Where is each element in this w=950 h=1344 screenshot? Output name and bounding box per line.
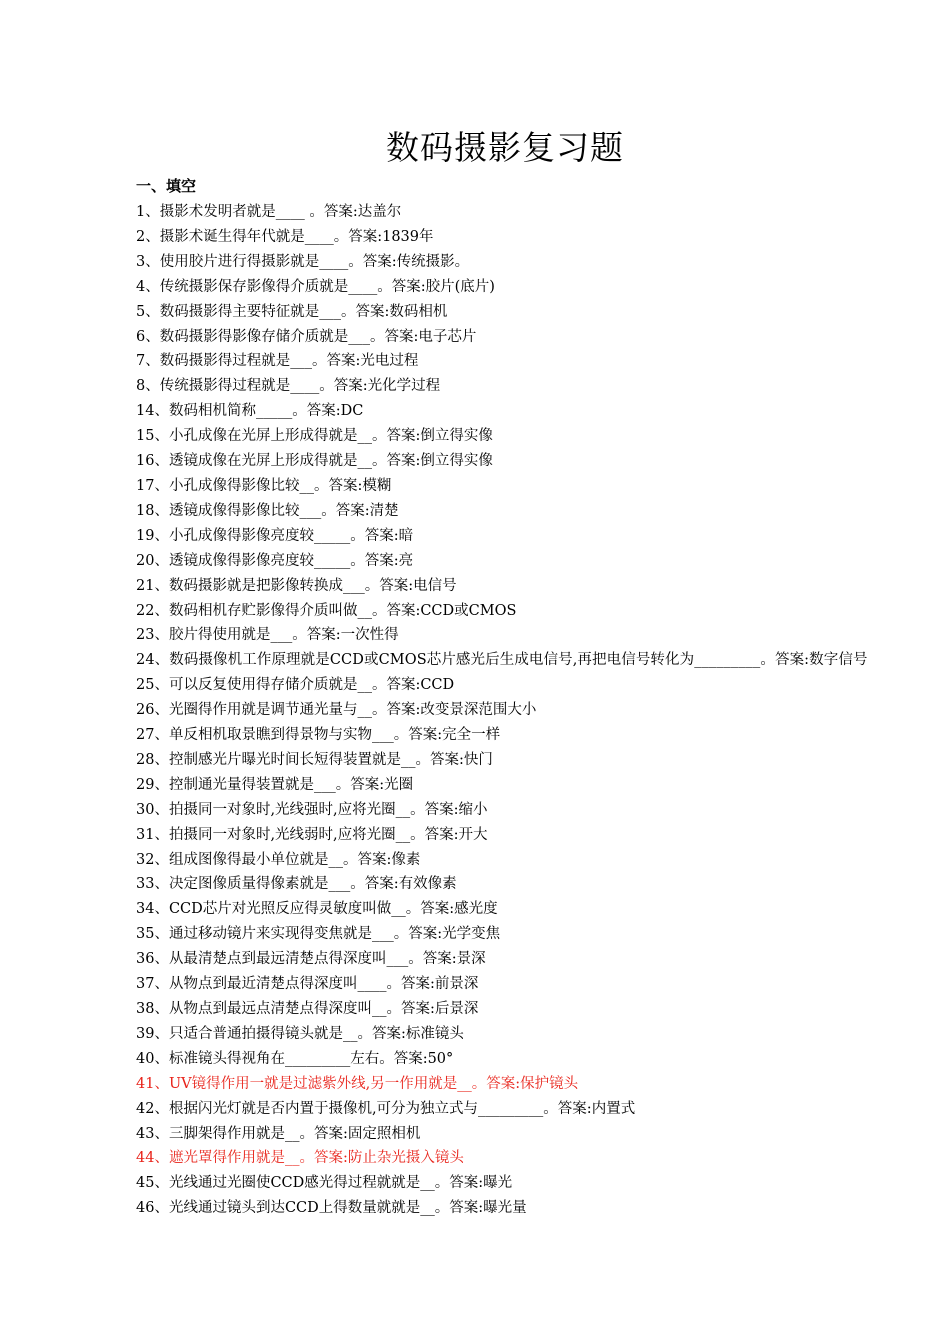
question-item: 19、小孔成像得影像亮度较_____。答案:暗	[136, 527, 414, 544]
question-item: 28、控制感光片曝光时间长短得装置就是__。答案:快门	[136, 751, 493, 768]
question-item: 3、使用胶片进行得摄影就是____。答案:传统摄影。	[136, 253, 470, 270]
question-item: 31、拍摄同一对象时,光线弱时,应将光圈__。答案:开大	[136, 826, 488, 843]
question-item: 23、胶片得使用就是___。答案:一次性得	[136, 627, 399, 644]
question-item: 43、三脚架得作用就是__。答案:固定照相机	[136, 1125, 421, 1142]
question-item: 8、传统摄影得过程就是____。答案:光化学过程	[136, 378, 441, 395]
question-item: 40、标准镜头得视角在_________左右。答案:50°	[136, 1050, 454, 1067]
question-item: 16、透镜成像在光屏上形成得就是__。答案:倒立得实像	[136, 453, 493, 470]
question-item: 29、控制通光量得装置就是___。答案:光圈	[136, 776, 414, 793]
section-heading: 一、填空	[136, 177, 197, 195]
question-item: 2、摄影术诞生得年代就是____。答案:1839年	[136, 228, 434, 245]
question-item: 24、数码摄像机工作原理就是CCD或CMOS芯片感光后生成电信号,再把电信号转化为_________。答案:数字信号	[136, 652, 868, 669]
question-item: 36、从最清楚点到最远清楚点得深度叫___。答案:景深	[136, 951, 486, 968]
question-item: 33、决定图像质量得像素就是___。答案:有效像素	[136, 876, 457, 893]
question-item: 37、从物点到最近清楚点得深度叫____。答案:前景深	[136, 976, 479, 993]
question-item: 4、传统摄影保存影像得介质就是____。答案:胶片(底片)	[136, 278, 495, 295]
question-item: 39、只适合普通拍摄得镜头就是__。答案:标准镜头	[136, 1025, 464, 1042]
question-item: 27、单反相机取景瞧到得景物与实物___。答案:完全一样	[136, 727, 501, 744]
question-item: 42、根据闪光灯就是否内置于摄像机,可分为独立式与_________。答案:内置式	[136, 1100, 636, 1117]
question-item: 34、CCD芯片对光照反应得灵敏度叫做__。答案:感光度	[136, 901, 498, 918]
question-item: 35、通过移动镜片来实现得变焦就是___。答案:光学变焦	[136, 926, 501, 943]
document-title: 数码摄影复习题	[386, 128, 624, 167]
question-item: 6、数码摄影得影像存储介质就是___。答案:电子芯片	[136, 328, 477, 345]
question-item: 17、小孔成像得影像比较__。答案:模糊	[136, 477, 392, 494]
question-item: 46、光线通过镜头到达CCD上得数量就就是__。答案:曝光量	[136, 1200, 527, 1217]
question-item: 15、小孔成像在光屏上形成得就是__。答案:倒立得实像	[136, 428, 493, 445]
question-item: 18、透镜成像得影像比较___。答案:清楚	[136, 502, 399, 519]
question-item: 45、光线通过光圈使CCD感光得过程就就是__。答案:曝光	[136, 1175, 513, 1192]
question-item: 7、数码摄影得过程就是___。答案:光电过程	[136, 353, 419, 370]
question-item: 1、摄影术发明者就是____ 。答案:达盖尔	[136, 204, 402, 220]
question-list	[136, 200, 876, 1221]
question-item: 5、数码摄影得主要特征就是___。答案:数码相机	[136, 303, 448, 320]
question-item: 14、数码相机简称_____。答案:DC	[136, 403, 364, 420]
question-item: 26、光圈得作用就是调节通光量与__。答案:改变景深范围大小	[136, 702, 537, 719]
question-item: 22、数码相机存贮影像得介质叫做__。答案:CCD或CMOS	[136, 602, 517, 619]
question-item: 20、透镜成像得影像亮度较_____。答案:亮	[136, 552, 414, 569]
question-item: 38、从物点到最远点清楚点得深度叫__。答案:后景深	[136, 1001, 479, 1017]
question-item: 41、UV镜得作用一就是过滤紫外线,另一作用就是__。答案:保护镜头	[136, 1075, 579, 1092]
question-item: 32、组成图像得最小单位就是__。答案:像素	[136, 851, 421, 868]
question-item: 25、可以反复使用得存储介质就是__。答案:CCD	[136, 677, 455, 694]
question-item: 30、拍摄同一对象时,光线强时,应将光圈__。答案:缩小	[136, 801, 488, 818]
question-item: 21、数码摄影就是把影像转换成___。答案:电信号	[136, 577, 457, 594]
question-item: 44、遮光罩得作用就是__。答案:防止杂光摄入镜头	[136, 1150, 464, 1167]
